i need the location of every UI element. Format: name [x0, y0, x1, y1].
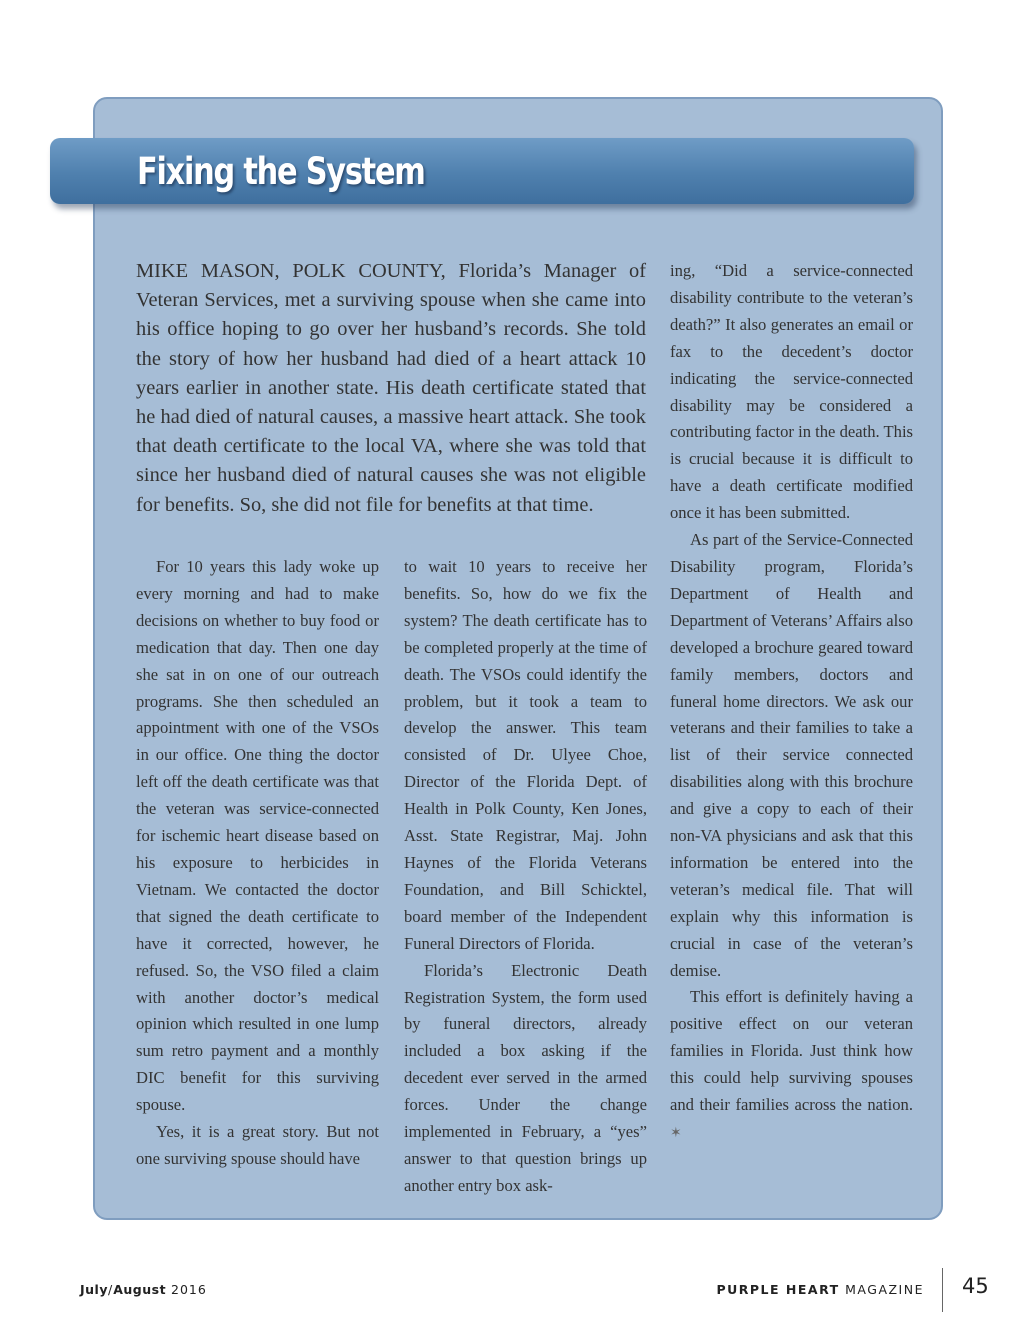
issue-month-1: July: [80, 1282, 108, 1297]
paragraph: For 10 years this lady woke up every morning and had to make decisions on whether to buy food or medication that day. Then one day she sat in on one of our outreach programs. She then scheduled an appointment with one of the VSOs in our office. One thing the doctor left off the death certificate was that the veteran was service-connected for ischemic heart disease based on his exposure to herbicides in Vietnam. We contacted the doctor that signed the death certificate to have it corrected, however, he refused. So, the VSO filed a claim with another doctor’s medical opinion which resulted in one lump sum retro payment and a monthly DIC benefit for this surviving spouse.: [136, 557, 379, 1115]
issue-year: 2016: [171, 1282, 207, 1297]
paragraph: [670, 984, 913, 1147]
article-title: Fixing the System: [137, 150, 425, 193]
issue-month-2: August: [113, 1282, 167, 1297]
article-column-1: [136, 554, 379, 1173]
article-column-2: [404, 554, 647, 1200]
paragraph: ing, “Did a service-connected disability contribute to the veteran’s death?” It also generates an email or fax to the decedent’s doctor indicating the service-connected disability may be considered a contributing factor in the death. This is crucial because it is difficult to have a death certificate modified once it has been submitted.: [670, 261, 914, 523]
paragraph: Yes, it is a great story. But not one surviving spouse should have: [136, 1122, 379, 1168]
magazine-name-light: MAGAZINE: [845, 1282, 924, 1297]
article-column-3: [670, 258, 913, 1148]
paragraph: As part of the Service-Connected Disability program, Florida’s Department of Health and Department of Veterans’ Affairs also developed a brochure geared toward family members, doctors and funeral home directors. We ask our veterans and their families to take a list of their service connected disabilities along with this brochure and give a copy to each of their non-VA physicians and ask that this information be entered into the veteran’s medical file. That will explain why this information is crucial in case of the veteran’s demise.: [670, 530, 913, 980]
issue-date: [80, 1282, 207, 1297]
issue-separator: /: [107, 1282, 114, 1297]
end-mark-icon: ✶: [670, 1126, 682, 1141]
paragraph: to wait 10 years to receive her benefits. So, how do we fix the system? The death certificate has to be completed properly at the time of death. The VSOs could identify the problem, but it took a team to develop the answer. This team consisted of Dr. Ulyee Choe, Director of the Florida Dept. of Health in Polk County, Ken Jones, Asst. State Registrar, Maj. John Haynes of the Florida Veterans Foundation, and Bill Schicktel, board member of the Independent Funeral Directors of Florida.: [404, 557, 647, 953]
footer-divider: [942, 1268, 943, 1312]
page-number: 45: [962, 1274, 989, 1298]
magazine-name-bold: PURPLE HEART: [716, 1282, 840, 1297]
magazine-name: [716, 1282, 924, 1297]
article-lead-paragraph: MIKE MASON, POLK COUNTY, Florida’s Manager of Veteran Services, met a surviving spouse when she came into his office hoping to go over her husband’s records. She told the story of how her husband had died of a heart attack 10 years earlier in another state. His death certificate stated that he had died of natural causes, a massive heart attack. She took that death certificate to the local VA, where she was told that since her husband died of natural causes she was not eligible for benefits. So, she did not file for benefits at that time.: [136, 260, 646, 516]
paragraph: Florida’s Electronic Death Registration System, the form used by funeral directors, already included a box asking if the decedent ever served in the armed forces. Under the change implemented in February, a “yes” answer to that question brings up another entry box ask-: [404, 960, 647, 1195]
paragraph-text: This effort is definitely having a positive effect on our veteran families in Florida. Just think how this could help surviving spouses and their families across the nation.: [670, 987, 913, 1115]
